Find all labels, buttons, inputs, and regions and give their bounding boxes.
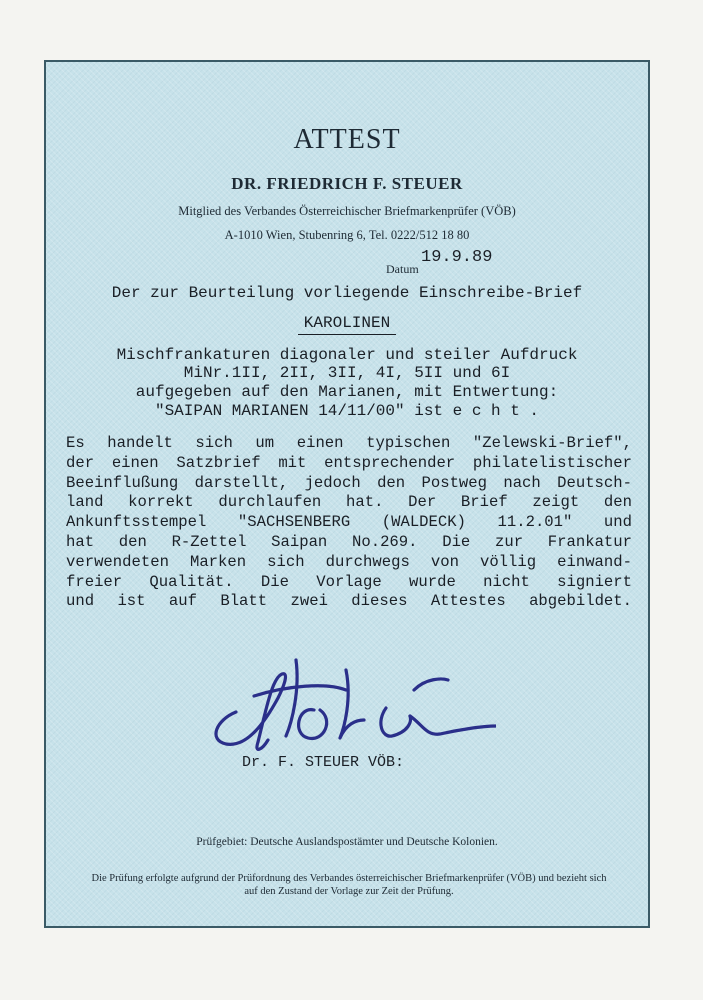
paragraph-line: verwendeten Marken sich durchwegs von völlig einwand- xyxy=(66,552,632,571)
paragraph-line: der einen Satzbrief mit entsprechender philatelistischer xyxy=(66,453,632,472)
date-label: Datum xyxy=(386,262,419,276)
paragraph-line: freier Qualität. Die Vorlage wurde nicht signiert xyxy=(66,572,632,591)
verdict-line: "SAIPAN MARIANEN 14/11/00" ist e c h t . xyxy=(154,402,540,420)
signer-name: Dr. F. STEUER VÖB: xyxy=(242,754,405,771)
examination-notice: Die Prüfung erfolgte aufgrund der Prüfordnung des Verbandes österreichischer Briefmarkenprüfer (VÖB) und bezieht sich auf den Zustand der Vorlage zur Zeit der Prüfung. xyxy=(91,873,607,897)
examiner-membership: Mitglied des Verbandes Österreichischer Briefmarkenprüfer (VÖB) xyxy=(178,204,516,218)
handwritten-signature xyxy=(196,650,496,760)
paragraph-line: Beeinflußung darstellt, jedoch den Postweg nach Deutsch- xyxy=(66,473,632,492)
paragraph-line: hat den R-Zettel Saipan No.269. Die zur Frankatur xyxy=(66,532,632,551)
examiner-address: A-1010 Wien, Stubenring 6, Tel. 0222/512 18 80 xyxy=(224,228,470,242)
subject-heading xyxy=(46,314,648,332)
certificate-sheet xyxy=(44,60,650,928)
intro-line: Der zur Beurteilung vorliegende Einschreibe-Brief xyxy=(111,284,583,302)
paragraph-line: land korrekt durchlaufen hat. Der Brief zeigt den xyxy=(66,493,632,512)
paragraph-line: und ist auf Blatt zwei dieses Attestes abgebildet. xyxy=(66,592,632,611)
examiner-name: DR. FRIEDRICH F. STEUER xyxy=(231,174,463,193)
paragraph-line: Ankunftsstempel "SACHSENBERG (WALDECK) 11.2.01" und xyxy=(66,513,632,532)
description-line-3: aufgegeben auf den Marianen, mit Entwertung: xyxy=(135,383,559,401)
paragraph-line: Es handelt sich um einen typischen "Zelewski-Brief", xyxy=(66,434,632,452)
certificate-title: ATTEST xyxy=(293,124,401,155)
subject-text: KAROLINEN xyxy=(298,314,396,335)
description-line-1: Mischfrankaturen diagonaler und steiler Aufdruck xyxy=(116,346,578,364)
date-value: 19.9.89 xyxy=(421,248,493,267)
explanation-paragraph xyxy=(66,434,632,612)
examination-field: Prüfgebiet: Deutsche Auslandspostämter und Deutsche Kolonien. xyxy=(196,836,498,848)
description-line-2: MiNr.1II, 2II, 3II, 4I, 5II und 6I xyxy=(183,364,511,382)
